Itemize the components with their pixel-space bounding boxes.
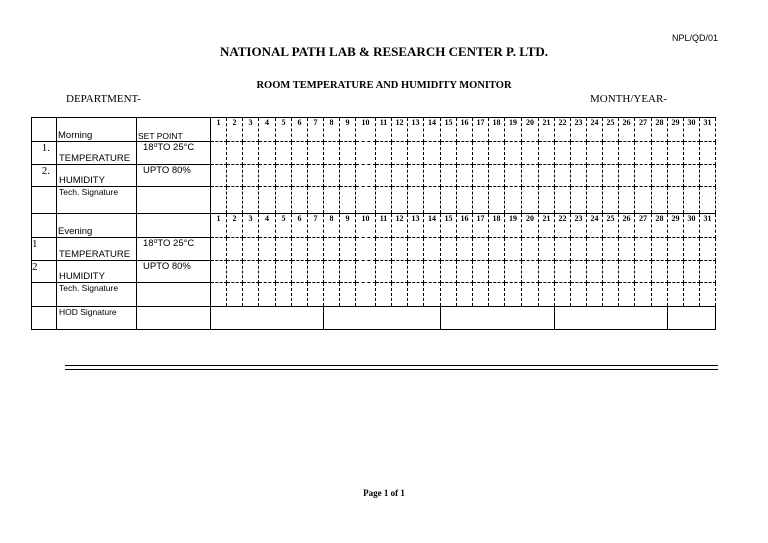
evening-temperature-day-13-cell[interactable] [408, 238, 424, 261]
evening-temperature-day-12-cell[interactable] [392, 238, 408, 261]
morning-tech-signature-day-24-cell[interactable] [587, 187, 603, 214]
evening-temperature-day-1-cell[interactable] [211, 238, 227, 261]
hod-signature-row [32, 307, 716, 330]
evening-temperature-day-29-cell[interactable] [668, 238, 684, 261]
morning-tech-signature-day-27-cell[interactable] [635, 187, 652, 214]
day-number-19: 19 [505, 214, 522, 238]
hod-signature-cell-5[interactable] [668, 307, 716, 330]
day-number-8: 8 [324, 118, 340, 142]
morning-tech-signature-day-10-cell[interactable] [356, 187, 376, 214]
morning-param-row-2 [32, 165, 716, 187]
morning-humidity-day-29-cell[interactable] [668, 165, 684, 187]
morning-humidity-day-3-cell[interactable] [243, 165, 259, 187]
morning-tech-signature-day-4-cell[interactable] [259, 187, 276, 214]
day-number-9: 9 [340, 118, 356, 142]
evening-humidity-day-29-cell[interactable] [668, 261, 684, 283]
evening-humidity-day-8-cell[interactable] [324, 261, 340, 283]
evening-tech-signature-day-16-cell[interactable] [457, 283, 473, 307]
day-number-6: 6 [292, 214, 308, 238]
evening-tech-signature-day-19-cell[interactable] [505, 283, 522, 307]
evening-tech-signature-day-14-cell[interactable] [424, 283, 441, 307]
morning-tech-signature-day-19-cell[interactable] [505, 187, 522, 214]
parameter-label: TEMPERATURE [57, 238, 137, 261]
evening-temperature-day-5-cell[interactable] [276, 238, 292, 261]
day-number-2: 2 [227, 118, 243, 142]
evening-temperature-day-18-cell[interactable] [489, 238, 505, 261]
morning-humidity-day-11-cell[interactable] [376, 165, 392, 187]
morning-temperature-day-29-cell[interactable] [668, 142, 684, 165]
day-number-28: 28 [652, 118, 668, 142]
monitor-table [31, 117, 716, 330]
row-number-cell [32, 214, 57, 238]
evening-humidity-day-9-cell[interactable] [340, 261, 356, 283]
evening-tech-signature-day-17-cell[interactable] [473, 283, 489, 307]
evening-humidity-day-6-cell[interactable] [292, 261, 308, 283]
day-number-11: 11 [376, 118, 392, 142]
day-number-5: 5 [276, 118, 292, 142]
evening-humidity-day-3-cell[interactable] [243, 261, 259, 283]
day-number-16: 16 [457, 214, 473, 238]
evening-temperature-day-26-cell[interactable] [619, 238, 635, 261]
evening-humidity-day-5-cell[interactable] [276, 261, 292, 283]
day-number-13: 13 [408, 214, 424, 238]
evening-humidity-day-11-cell[interactable] [376, 261, 392, 283]
morning-temperature-day-13-cell[interactable] [408, 142, 424, 165]
evening-tech-signature-day-28-cell[interactable] [652, 283, 668, 307]
morning-tech-signature-day-15-cell[interactable] [441, 187, 457, 214]
evening-tech-signature-day-12-cell[interactable] [392, 283, 408, 307]
evening-humidity-day-17-cell[interactable] [473, 261, 489, 283]
day-number-5: 5 [276, 214, 292, 238]
morning-temperature-day-18-cell[interactable] [489, 142, 505, 165]
evening-temperature-day-2-cell[interactable] [227, 238, 243, 261]
morning-temperature-day-9-cell[interactable] [340, 142, 356, 165]
day-number-27: 27 [635, 118, 652, 142]
evening-tech-signature-day-13-cell[interactable] [408, 283, 424, 307]
morning-tech-signature-day-12-cell[interactable] [392, 187, 408, 214]
day-number-22: 22 [555, 118, 571, 142]
evening-humidity-day-14-cell[interactable] [424, 261, 441, 283]
morning-param-row-1 [32, 142, 716, 165]
day-number-2: 2 [227, 214, 243, 238]
evening-humidity-day-10-cell[interactable] [356, 261, 376, 283]
morning-temperature-day-2-cell[interactable] [227, 142, 243, 165]
morning-humidity-day-2-cell[interactable] [227, 165, 243, 187]
hod-signature-cell-1[interactable] [211, 307, 324, 330]
morning-humidity-day-19-cell[interactable] [505, 165, 522, 187]
evening-humidity-day-27-cell[interactable] [635, 261, 652, 283]
morning-tech-signature-day-16-cell[interactable] [457, 187, 473, 214]
evening-humidity-day-24-cell[interactable] [587, 261, 603, 283]
morning-humidity-day-21-cell[interactable] [539, 165, 555, 187]
day-number-11: 11 [376, 214, 392, 238]
row-number: 2 [32, 261, 57, 283]
morning-tech-signature-day-29-cell[interactable] [668, 187, 684, 214]
morning-temperature-day-6-cell[interactable] [292, 142, 308, 165]
evening-humidity-day-25-cell[interactable] [603, 261, 619, 283]
evening-tech-signature-day-11-cell[interactable] [376, 283, 392, 307]
morning-tech-signature-day-9-cell[interactable] [340, 187, 356, 214]
day-number-10: 10 [356, 214, 376, 238]
hod-signature-cell-3[interactable] [441, 307, 555, 330]
morning-humidity-day-4-cell[interactable] [259, 165, 276, 187]
evening-tech-signature-day-3-cell[interactable] [243, 283, 259, 307]
page-number: Page 1 of 1 [363, 488, 405, 498]
set-point-header: SET POINT [137, 118, 211, 142]
day-number-31: 31 [700, 214, 716, 238]
evening-temperature-day-22-cell[interactable] [555, 238, 571, 261]
evening-tech-signature-day-15-cell[interactable] [441, 283, 457, 307]
morning-tech-signature-day-31-cell[interactable] [700, 187, 716, 214]
morning-humidity-day-7-cell[interactable] [308, 165, 324, 187]
day-number-7: 7 [308, 118, 324, 142]
day-number-28: 28 [652, 214, 668, 238]
morning-humidity-day-23-cell[interactable] [571, 165, 587, 187]
day-number-23: 23 [571, 118, 587, 142]
footer-rule-bottom [65, 369, 718, 370]
evening-tech-signature-day-1-cell[interactable] [211, 283, 227, 307]
day-number-29: 29 [668, 214, 684, 238]
evening-temperature-day-4-cell[interactable] [259, 238, 276, 261]
evening-temperature-day-30-cell[interactable] [684, 238, 700, 261]
footer-rule-top [65, 365, 718, 366]
day-number-17: 17 [473, 214, 489, 238]
evening-tech-signature-day-5-cell[interactable] [276, 283, 292, 307]
evening-tech-signature-day-30-cell[interactable] [684, 283, 700, 307]
row-number-cell [32, 118, 57, 142]
morning-tech-signature-day-22-cell[interactable] [555, 187, 571, 214]
morning-humidity-day-22-cell[interactable] [555, 165, 571, 187]
morning-humidity-day-5-cell[interactable] [276, 165, 292, 187]
morning-temperature-day-31-cell[interactable] [700, 142, 716, 165]
morning-humidity-day-8-cell[interactable] [324, 165, 340, 187]
evening-temperature-day-11-cell[interactable] [376, 238, 392, 261]
morning-tech-signature-day-18-cell[interactable] [489, 187, 505, 214]
evening-humidity-day-31-cell[interactable] [700, 261, 716, 283]
morning-humidity-day-27-cell[interactable] [635, 165, 652, 187]
morning-label: Morning [57, 118, 137, 142]
evening-tech-signature-day-2-cell[interactable] [227, 283, 243, 307]
day-number-12: 12 [392, 118, 408, 142]
morning-humidity-day-28-cell[interactable] [652, 165, 668, 187]
day-number-18: 18 [489, 118, 505, 142]
document-reference: NPL/QD/01 [672, 33, 719, 43]
day-number-6: 6 [292, 118, 308, 142]
set-point-value [137, 283, 211, 307]
day-number-23: 23 [571, 214, 587, 238]
evening-temperature-day-15-cell[interactable] [441, 238, 457, 261]
evening-humidity-day-28-cell[interactable] [652, 261, 668, 283]
parameter-label: HUMIDITY [57, 165, 137, 187]
morning-tech-signature-day-7-cell[interactable] [308, 187, 324, 214]
evening-humidity-day-2-cell[interactable] [227, 261, 243, 283]
evening-temperature-day-7-cell[interactable] [308, 238, 324, 261]
evening-tech-signature-day-8-cell[interactable] [324, 283, 340, 307]
evening-tech-signature-day-7-cell[interactable] [308, 283, 324, 307]
morning-humidity-day-15-cell[interactable] [441, 165, 457, 187]
morning-humidity-day-25-cell[interactable] [603, 165, 619, 187]
morning-tech-signature-day-23-cell[interactable] [571, 187, 587, 214]
evening-temperature-day-25-cell[interactable] [603, 238, 619, 261]
evening-temperature-day-3-cell[interactable] [243, 238, 259, 261]
evening-tech-signature-day-27-cell[interactable] [635, 283, 652, 307]
morning-temperature-day-28-cell[interactable] [652, 142, 668, 165]
morning-tech-signature-day-30-cell[interactable] [684, 187, 700, 214]
evening-temperature-day-31-cell[interactable] [700, 238, 716, 261]
evening-tech-signature-day-9-cell[interactable] [340, 283, 356, 307]
morning-tech-signature-day-20-cell[interactable] [522, 187, 539, 214]
day-number-9: 9 [340, 214, 356, 238]
day-number-26: 26 [619, 118, 635, 142]
morning-tech-signature-day-5-cell[interactable] [276, 187, 292, 214]
morning-humidity-day-24-cell[interactable] [587, 165, 603, 187]
morning-temperature-day-30-cell[interactable] [684, 142, 700, 165]
day-number-13: 13 [408, 118, 424, 142]
hod-signature-label: HOD Signature [57, 307, 137, 330]
tech-signature-label: Tech. Signature [57, 283, 137, 307]
morning-temperature-day-15-cell[interactable] [441, 142, 457, 165]
evening-humidity-day-21-cell[interactable] [539, 261, 555, 283]
day-number-29: 29 [668, 118, 684, 142]
parameter-label: TEMPERATURE [57, 142, 137, 165]
morning-humidity-day-20-cell[interactable] [522, 165, 539, 187]
set-point-value: 18⁰TO 25°C [137, 238, 211, 261]
evening-humidity-day-16-cell[interactable] [457, 261, 473, 283]
evening-tech-signature-day-29-cell[interactable] [668, 283, 684, 307]
day-number-22: 22 [555, 214, 571, 238]
morning-temperature-day-21-cell[interactable] [539, 142, 555, 165]
evening-humidity-day-15-cell[interactable] [441, 261, 457, 283]
morning-temperature-day-14-cell[interactable] [424, 142, 441, 165]
morning-humidity-day-6-cell[interactable] [292, 165, 308, 187]
day-number-4: 4 [259, 118, 276, 142]
morning-humidity-day-14-cell[interactable] [424, 165, 441, 187]
morning-tech-signature-day-13-cell[interactable] [408, 187, 424, 214]
evening-temperature-day-19-cell[interactable] [505, 238, 522, 261]
evening-tech-signature-day-31-cell[interactable] [700, 283, 716, 307]
evening-humidity-day-7-cell[interactable] [308, 261, 324, 283]
evening-humidity-day-30-cell[interactable] [684, 261, 700, 283]
evening-tech-signature-day-22-cell[interactable] [555, 283, 571, 307]
set-point-value: UPTO 80% [137, 165, 211, 187]
evening-temperature-day-20-cell[interactable] [522, 238, 539, 261]
evening-temperature-day-21-cell[interactable] [539, 238, 555, 261]
morning-temperature-day-24-cell[interactable] [587, 142, 603, 165]
evening-temperature-day-27-cell[interactable] [635, 238, 652, 261]
day-number-3: 3 [243, 118, 259, 142]
evening-tech-signature-day-26-cell[interactable] [619, 283, 635, 307]
morning-temperature-day-22-cell[interactable] [555, 142, 571, 165]
morning-tech-signature-day-25-cell[interactable] [603, 187, 619, 214]
day-number-10: 10 [356, 118, 376, 142]
tech-signature-label: Tech. Signature [57, 187, 137, 214]
evening-humidity-day-18-cell[interactable] [489, 261, 505, 283]
morning-tech-signature-day-17-cell[interactable] [473, 187, 489, 214]
evening-humidity-day-22-cell[interactable] [555, 261, 571, 283]
morning-humidity-day-31-cell[interactable] [700, 165, 716, 187]
day-number-24: 24 [587, 118, 603, 142]
morning-humidity-day-30-cell[interactable] [684, 165, 700, 187]
evening-temperature-day-23-cell[interactable] [571, 238, 587, 261]
morning-temperature-day-5-cell[interactable] [276, 142, 292, 165]
day-number-4: 4 [259, 214, 276, 238]
day-number-8: 8 [324, 214, 340, 238]
day-number-21: 21 [539, 214, 555, 238]
morning-temperature-day-12-cell[interactable] [392, 142, 408, 165]
day-number-7: 7 [308, 214, 324, 238]
evening-temperature-day-28-cell[interactable] [652, 238, 668, 261]
evening-humidity-day-1-cell[interactable] [211, 261, 227, 283]
evening-temperature-day-6-cell[interactable] [292, 238, 308, 261]
day-number-18: 18 [489, 214, 505, 238]
row-number: 1 [32, 238, 57, 261]
morning-humidity-day-9-cell[interactable] [340, 165, 356, 187]
morning-tech-signature-day-21-cell[interactable] [539, 187, 555, 214]
day-number-31: 31 [700, 118, 716, 142]
evening-temperature-day-10-cell[interactable] [356, 238, 376, 261]
evening-tech-signature-day-21-cell[interactable] [539, 283, 555, 307]
hod-signature-cell-4[interactable] [555, 307, 668, 330]
department-label: DEPARTMENT- [66, 93, 141, 105]
morning-temperature-day-3-cell[interactable] [243, 142, 259, 165]
evening-temperature-day-8-cell[interactable] [324, 238, 340, 261]
day-number-14: 14 [424, 118, 441, 142]
evening-tech-signature-day-4-cell[interactable] [259, 283, 276, 307]
morning-tech-signature-day-2-cell[interactable] [227, 187, 243, 214]
morning-temperature-day-26-cell[interactable] [619, 142, 635, 165]
morning-temperature-day-11-cell[interactable] [376, 142, 392, 165]
evening-humidity-day-26-cell[interactable] [619, 261, 635, 283]
evening-tech-signature-day-18-cell[interactable] [489, 283, 505, 307]
morning-temperature-day-23-cell[interactable] [571, 142, 587, 165]
day-number-25: 25 [603, 214, 619, 238]
morning-humidity-day-12-cell[interactable] [392, 165, 408, 187]
evening-temperature-day-24-cell[interactable] [587, 238, 603, 261]
evening-humidity-day-23-cell[interactable] [571, 261, 587, 283]
day-number-17: 17 [473, 118, 489, 142]
morning-tech-signature-day-14-cell[interactable] [424, 187, 441, 214]
evening-temperature-day-14-cell[interactable] [424, 238, 441, 261]
morning-temperature-day-16-cell[interactable] [457, 142, 473, 165]
set-point-value [137, 187, 211, 214]
day-number-25: 25 [603, 118, 619, 142]
morning-temperature-day-10-cell[interactable] [356, 142, 376, 165]
morning-humidity-day-10-cell[interactable] [356, 165, 376, 187]
evening-temperature-day-9-cell[interactable] [340, 238, 356, 261]
set-point-value: 18⁰TO 25°C [137, 142, 211, 165]
month-year-label: MONTH/YEAR- [590, 93, 667, 105]
morning-temperature-day-27-cell[interactable] [635, 142, 652, 165]
day-number-20: 20 [522, 118, 539, 142]
morning-temperature-day-19-cell[interactable] [505, 142, 522, 165]
evening-humidity-day-4-cell[interactable] [259, 261, 276, 283]
day-number-19: 19 [505, 118, 522, 142]
morning-temperature-day-20-cell[interactable] [522, 142, 539, 165]
evening-header-row [32, 214, 716, 238]
morning-temperature-day-17-cell[interactable] [473, 142, 489, 165]
row-number-cell [32, 307, 57, 330]
day-number-26: 26 [619, 214, 635, 238]
day-number-16: 16 [457, 118, 473, 142]
morning-humidity-day-16-cell[interactable] [457, 165, 473, 187]
day-number-21: 21 [539, 118, 555, 142]
morning-tech-signature-day-1-cell[interactable] [211, 187, 227, 214]
morning-tech-signature-row [32, 187, 716, 214]
morning-tech-signature-day-28-cell[interactable] [652, 187, 668, 214]
day-number-3: 3 [243, 214, 259, 238]
day-number-20: 20 [522, 214, 539, 238]
evening-tech-signature-day-6-cell[interactable] [292, 283, 308, 307]
morning-humidity-day-13-cell[interactable] [408, 165, 424, 187]
evening-param-row-2 [32, 261, 716, 283]
evening-tech-signature-day-20-cell[interactable] [522, 283, 539, 307]
evening-humidity-day-19-cell[interactable] [505, 261, 522, 283]
morning-humidity-day-26-cell[interactable] [619, 165, 635, 187]
morning-humidity-day-1-cell[interactable] [211, 165, 227, 187]
day-number-30: 30 [684, 214, 700, 238]
day-number-15: 15 [441, 118, 457, 142]
evening-tech-signature-row [32, 283, 716, 307]
row-number: 1. [32, 142, 57, 165]
morning-tech-signature-day-11-cell[interactable] [376, 187, 392, 214]
morning-header-row [32, 118, 716, 142]
row-number-cell [32, 187, 57, 214]
morning-tech-signature-day-6-cell[interactable] [292, 187, 308, 214]
day-number-1: 1 [211, 214, 227, 238]
morning-tech-signature-day-3-cell[interactable] [243, 187, 259, 214]
evening-param-row-1 [32, 238, 716, 261]
parameter-label: HUMIDITY [57, 261, 137, 283]
evening-tech-signature-day-23-cell[interactable] [571, 283, 587, 307]
set-point-value: UPTO 80% [137, 261, 211, 283]
set-point-value [137, 307, 211, 330]
morning-temperature-day-1-cell[interactable] [211, 142, 227, 165]
evening-tech-signature-day-25-cell[interactable] [603, 283, 619, 307]
morning-temperature-day-25-cell[interactable] [603, 142, 619, 165]
evening-humidity-day-13-cell[interactable] [408, 261, 424, 283]
morning-temperature-day-4-cell[interactable] [259, 142, 276, 165]
hod-signature-cell-2[interactable] [324, 307, 441, 330]
morning-tech-signature-day-26-cell[interactable] [619, 187, 635, 214]
day-number-1: 1 [211, 118, 227, 142]
morning-temperature-day-7-cell[interactable] [308, 142, 324, 165]
day-number-27: 27 [635, 214, 652, 238]
page-title: NATIONAL PATH LAB & RESEARCH CENTER P. LTD. [219, 44, 549, 59]
evening-temperature-day-16-cell[interactable] [457, 238, 473, 261]
evening-humidity-day-12-cell[interactable] [392, 261, 408, 283]
day-number-14: 14 [424, 214, 441, 238]
day-number-12: 12 [392, 214, 408, 238]
evening-tech-signature-day-10-cell[interactable] [356, 283, 376, 307]
morning-humidity-day-18-cell[interactable] [489, 165, 505, 187]
morning-humidity-day-17-cell[interactable] [473, 165, 489, 187]
evening-tech-signature-day-24-cell[interactable] [587, 283, 603, 307]
evening-temperature-day-17-cell[interactable] [473, 238, 489, 261]
morning-tech-signature-day-8-cell[interactable] [324, 187, 340, 214]
set-point-header [137, 214, 211, 238]
evening-label: Evening [57, 214, 137, 238]
row-number: 2. [32, 165, 57, 187]
day-number-30: 30 [684, 118, 700, 142]
day-number-15: 15 [441, 214, 457, 238]
row-number-cell [32, 283, 57, 307]
form-subtitle: ROOM TEMPERATURE AND HUMIDITY MONITOR [256, 80, 512, 91]
morning-temperature-day-8-cell[interactable] [324, 142, 340, 165]
evening-humidity-day-20-cell[interactable] [522, 261, 539, 283]
day-number-24: 24 [587, 214, 603, 238]
